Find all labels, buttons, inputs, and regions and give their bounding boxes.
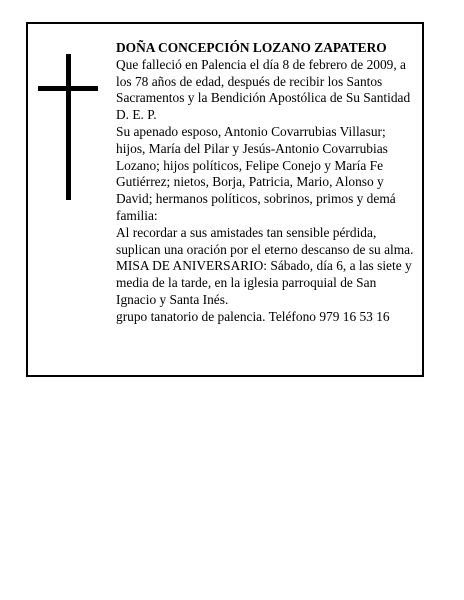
cross-horizontal-bar bbox=[38, 86, 98, 91]
notice-line: los 78 años de edad, después de recibir los Santos bbox=[116, 73, 383, 89]
deceased-name: DOÑA CONCEPCIÓN LOZANO ZAPATERO bbox=[116, 40, 387, 55]
notice-line: Su apenado esposo, Antonio Covarrubias Villasur; bbox=[116, 123, 386, 139]
notice-line: hijos, María del Pilar y Jesús-Antonio Covarrubias bbox=[116, 140, 388, 156]
notice-line: Al recordar a sus amistades tan sensible pérdida, bbox=[116, 224, 377, 240]
notice-line: Lozano; hijos políticos, Felipe Conejo y María Fe bbox=[116, 157, 384, 173]
notice-line: media de la tarde, en la iglesia parroquial de San bbox=[116, 275, 377, 291]
notice-line: Sacramentos y la Bendición Apostólica de Su Santidad bbox=[116, 90, 411, 106]
notice-line: Que falleció en Palencia el día 8 de febrero de 2009, a bbox=[116, 56, 406, 72]
notice-line: Ignacio y Santa Inés. bbox=[116, 291, 229, 307]
notice-line: MISA DE ANIVERSARIO: Sábado, día 6, a las siete y bbox=[116, 258, 412, 274]
obituary-notice bbox=[26, 22, 424, 377]
cross-icon bbox=[38, 54, 98, 200]
notice-line: familia: bbox=[116, 207, 158, 223]
notice-text bbox=[116, 40, 421, 326]
notice-line: D. E. P. bbox=[116, 107, 157, 123]
notice-line: suplican una oración por el eterno descanso de su alma. bbox=[116, 241, 414, 257]
cross-vertical-bar bbox=[66, 54, 71, 200]
notice-line: Gutiérrez; nietos, Borja, Patricia, Mario, Alonso y bbox=[116, 174, 384, 190]
notice-line: David; hermanos políticos, sobrinos, primos y demá bbox=[116, 191, 396, 207]
notice-line: grupo tanatorio de palencia. Teléfono 979 16 53 16 bbox=[116, 308, 390, 324]
